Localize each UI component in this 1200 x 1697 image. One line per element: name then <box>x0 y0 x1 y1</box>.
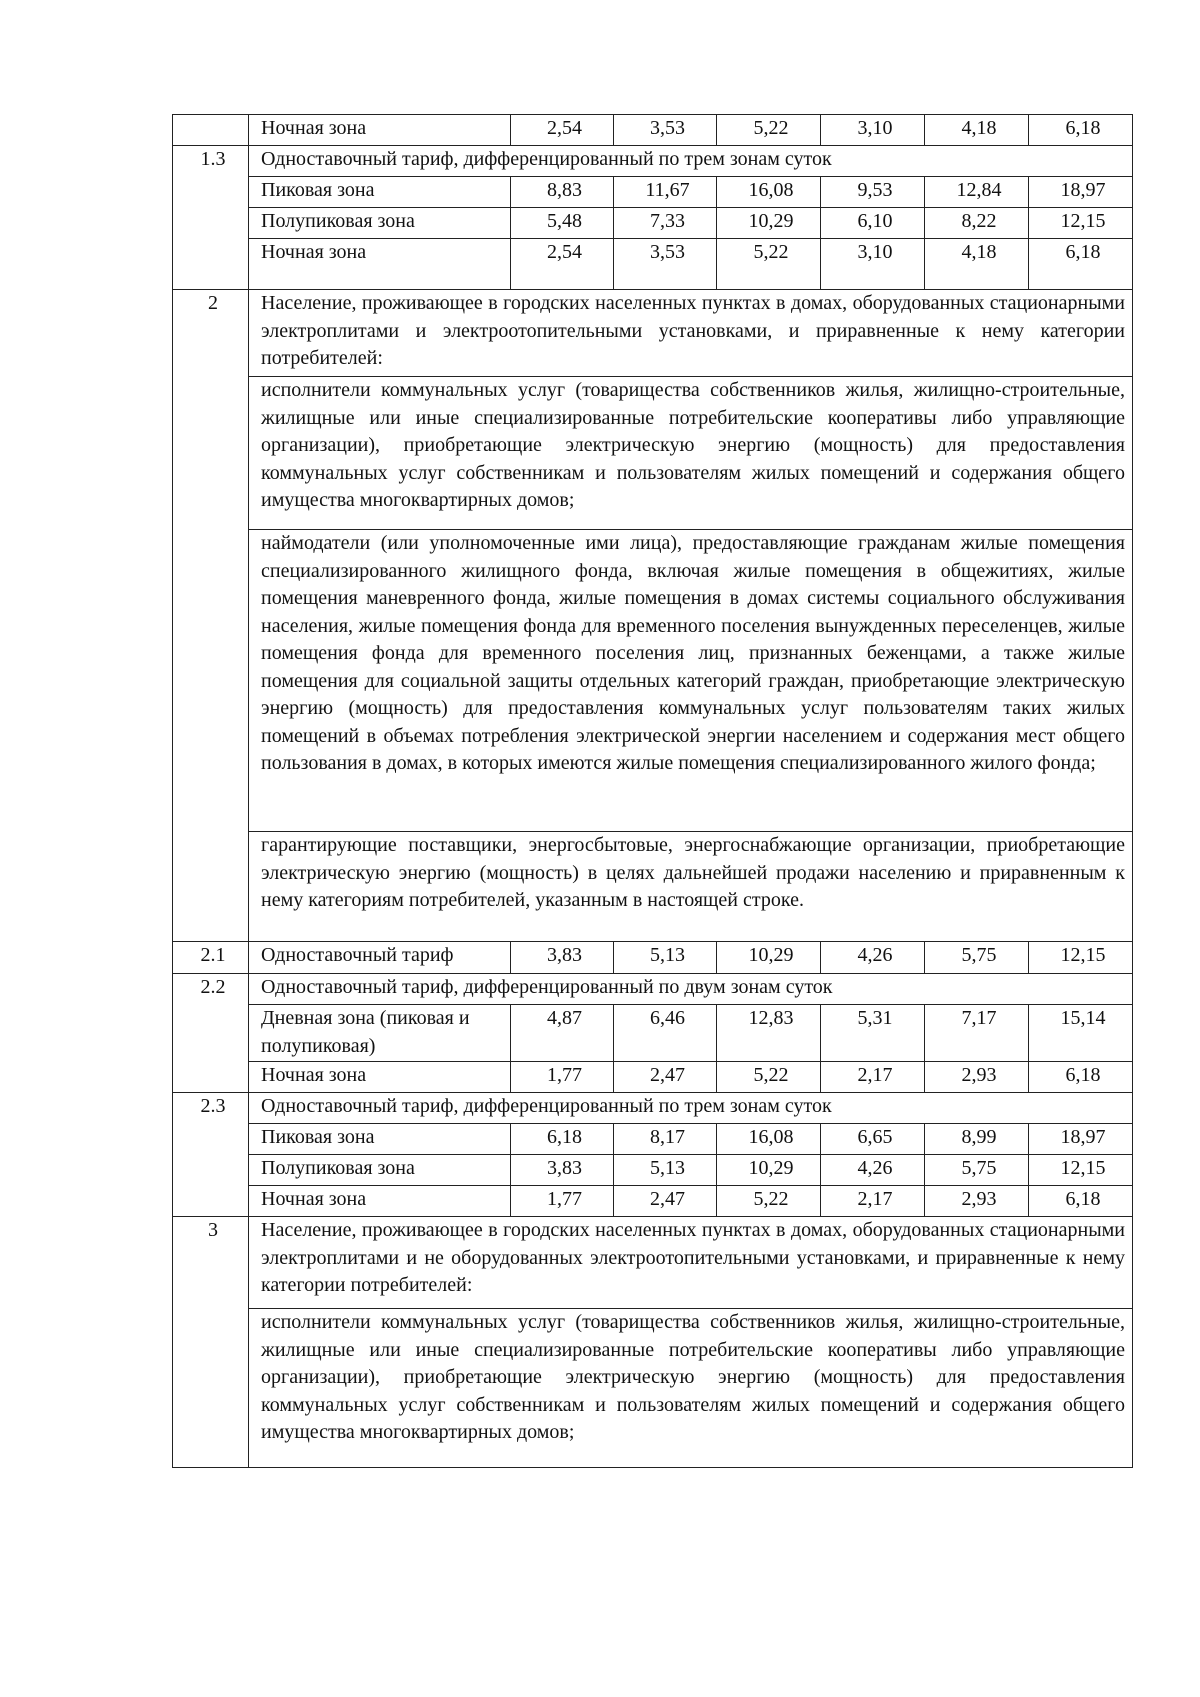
tariff-value: 18,97 <box>1029 1124 1133 1155</box>
tariff-value: 8,99 <box>925 1124 1029 1155</box>
tariff-value: 10,29 <box>717 942 821 974</box>
row-number <box>173 239 249 290</box>
tariff-value: 5,13 <box>614 1155 717 1186</box>
tariff-value: 3,53 <box>614 115 717 146</box>
table-row <box>173 1062 1133 1093</box>
table-row <box>173 1186 1133 1217</box>
zone-label: Ночная зона <box>249 115 511 146</box>
tariff-value: 2,54 <box>511 239 614 290</box>
zone-label: Полупиковая зона <box>249 208 511 239</box>
row-number <box>173 1155 249 1186</box>
tariff-value: 15,14 <box>1029 1005 1133 1062</box>
table-row <box>173 1309 1133 1468</box>
tariff-value: 9,53 <box>821 177 925 208</box>
tariff-value: 10,29 <box>717 208 821 239</box>
zone-label: Пиковая зона <box>249 1124 511 1155</box>
tariff-value: 10,29 <box>717 1155 821 1186</box>
row-number <box>173 115 249 146</box>
tariff-value: 3,83 <box>511 942 614 974</box>
row-number: 2.3 <box>173 1093 249 1124</box>
section-description: Население, проживающее в городских населенных пунктах в домах, оборудованных стационарными электроплитами и электроотопительными установками, и приравненные к нему категории потребителей: <box>249 290 1133 377</box>
row-number <box>173 1124 249 1155</box>
consumer-category-text: исполнители коммунальных услуг (товарищества собственников жилья, жилищно-строительные, жилищные или иные специализированные потребительские кооперативы либо управляющие организации), приобретающие электрическую энергию (мощность) для предоставления коммунальных услуг собственникам и пользователям жилых помещений и содержания общего имущества многоквартирных домов; <box>249 1309 1133 1468</box>
tariff-value: 6,18 <box>1029 1062 1133 1093</box>
tariff-value: 3,10 <box>821 239 925 290</box>
consumer-category-text: гарантирующие поставщики, энергосбытовые, энергоснабжающие организации, приобретающие электрическую энергию (мощность) в целях дальнейшей продажи населению и приравненным к нему категориям потребителей, указанным в настоящей строке. <box>249 832 1133 942</box>
zone-label: Ночная зона <box>249 239 511 290</box>
tariff-value: 6,10 <box>821 208 925 239</box>
row-number: 3 <box>173 1217 249 1309</box>
table-row <box>173 377 1133 530</box>
tariff-value: 4,18 <box>925 115 1029 146</box>
tariff-value: 8,83 <box>511 177 614 208</box>
tariff-value: 12,15 <box>1029 942 1133 974</box>
tariff-table <box>172 114 1133 1468</box>
row-number <box>173 832 249 942</box>
tariff-type-header: Одноставочный тариф, дифференцированный по трем зонам суток <box>249 1093 1133 1124</box>
row-number: 1.3 <box>173 146 249 177</box>
zone-label: Пиковая зона <box>249 177 511 208</box>
zone-label: Полупиковая зона <box>249 1155 511 1186</box>
tariff-value: 6,18 <box>1029 239 1133 290</box>
tariff-value: 12,83 <box>717 1005 821 1062</box>
tariff-value: 12,15 <box>1029 1155 1133 1186</box>
tariff-type-header: Одноставочный тариф, дифференцированный по двум зонам суток <box>249 974 1133 1005</box>
tariff-value: 4,18 <box>925 239 1029 290</box>
tariff-value: 5,22 <box>717 1186 821 1217</box>
row-number: 2 <box>173 290 249 377</box>
row-number <box>173 1062 249 1093</box>
tariff-value: 2,93 <box>925 1186 1029 1217</box>
row-number <box>173 1309 249 1468</box>
consumer-category-text: наймодатели (или уполномоченные ими лица), предоставляющие гражданам жилые помещения специализированного жилищного фонда, включая жилые помещения в общежитиях, жилые помещения маневренного фонда, жилые помещения в домах системы социального обслуживания населения, жилые помещения фонда для временного поселения вынужденных переселенцев, жилые помещения фонда для временного поселения лиц, признанных беженцами, а также жилые помещения для социальной защиты отдельных категорий граждан, приобретающие электрическую энергию (мощность) для предоставления коммунальных услуг пользователям таких жилых помещений в объемах потребления электрической энергии населением и содержания мест общего пользования в домах, в которых имеются жилые помещения специализированного жилого фонда; <box>249 530 1133 832</box>
tariff-value: 7,17 <box>925 1005 1029 1062</box>
row-number <box>173 530 249 832</box>
tariff-value: 18,97 <box>1029 177 1133 208</box>
table-row <box>173 832 1133 942</box>
tariff-value: 2,47 <box>614 1186 717 1217</box>
table-row <box>173 1217 1133 1309</box>
table-row <box>173 1155 1133 1186</box>
table-row <box>173 1093 1133 1124</box>
tariff-value: 5,22 <box>717 115 821 146</box>
tariff-value: 5,75 <box>925 942 1029 974</box>
tariff-value: 4,26 <box>821 942 925 974</box>
tariff-value: 2,47 <box>614 1062 717 1093</box>
tariff-value: 2,17 <box>821 1186 925 1217</box>
tariff-value: 5,75 <box>925 1155 1029 1186</box>
tariff-value: 7,33 <box>614 208 717 239</box>
table-row <box>173 208 1133 239</box>
table-row <box>173 974 1133 1005</box>
zone-label: Дневная зона (пиковая и полупиковая) <box>249 1005 511 1062</box>
tariff-value: 6,18 <box>1029 1186 1133 1217</box>
tariff-value: 1,77 <box>511 1186 614 1217</box>
tariff-value: 5,48 <box>511 208 614 239</box>
tariff-value: 3,10 <box>821 115 925 146</box>
tariff-value: 4,87 <box>511 1005 614 1062</box>
consumer-category-text: исполнители коммунальных услуг (товарищества собственников жилья, жилищно-строительные, жилищные или иные специализированные потребительские кооперативы либо управляющие организации), приобретающие электрическую энергию (мощность) для предоставления коммунальных услуг собственникам и пользователям жилых помещений и содержания общего имущества многоквартирных домов; <box>249 377 1133 530</box>
zone-label: Одноставочный тариф <box>249 942 511 974</box>
tariff-value: 8,17 <box>614 1124 717 1155</box>
table-row <box>173 530 1133 832</box>
tariff-value: 4,26 <box>821 1155 925 1186</box>
tariff-value: 12,84 <box>925 177 1029 208</box>
table-row <box>173 115 1133 146</box>
tariff-value: 6,18 <box>511 1124 614 1155</box>
table-row <box>173 942 1133 974</box>
table-row <box>173 146 1133 177</box>
tariff-value: 6,18 <box>1029 115 1133 146</box>
row-number: 2.1 <box>173 942 249 974</box>
section-description: Население, проживающее в городских населенных пунктах в домах, оборудованных стационарными электроплитами и не оборудованных электроотопительными установками, и приравненные к нему категории потребителей: <box>249 1217 1133 1309</box>
tariff-value: 1,77 <box>511 1062 614 1093</box>
tariff-value: 12,15 <box>1029 208 1133 239</box>
tariff-value: 3,83 <box>511 1155 614 1186</box>
table-row <box>173 290 1133 377</box>
row-number: 2.2 <box>173 974 249 1005</box>
row-number <box>173 1005 249 1062</box>
table-row <box>173 177 1133 208</box>
tariff-value: 5,31 <box>821 1005 925 1062</box>
tariff-type-header: Одноставочный тариф, дифференцированный по трем зонам суток <box>249 146 1133 177</box>
row-number <box>173 1186 249 1217</box>
tariff-value: 5,22 <box>717 1062 821 1093</box>
tariff-value: 5,13 <box>614 942 717 974</box>
table-row <box>173 1005 1133 1062</box>
tariff-value: 8,22 <box>925 208 1029 239</box>
row-number <box>173 377 249 530</box>
row-number <box>173 177 249 208</box>
tariff-value: 11,67 <box>614 177 717 208</box>
tariff-value: 3,53 <box>614 239 717 290</box>
tariff-value: 2,93 <box>925 1062 1029 1093</box>
zone-label: Ночная зона <box>249 1186 511 1217</box>
zone-label: Ночная зона <box>249 1062 511 1093</box>
tariff-value: 16,08 <box>717 177 821 208</box>
row-number <box>173 208 249 239</box>
table-row <box>173 239 1133 290</box>
tariff-value: 16,08 <box>717 1124 821 1155</box>
tariff-value: 2,17 <box>821 1062 925 1093</box>
tariff-value: 6,46 <box>614 1005 717 1062</box>
tariff-value: 5,22 <box>717 239 821 290</box>
tariff-value: 6,65 <box>821 1124 925 1155</box>
tariff-value: 2,54 <box>511 115 614 146</box>
table-row <box>173 1124 1133 1155</box>
